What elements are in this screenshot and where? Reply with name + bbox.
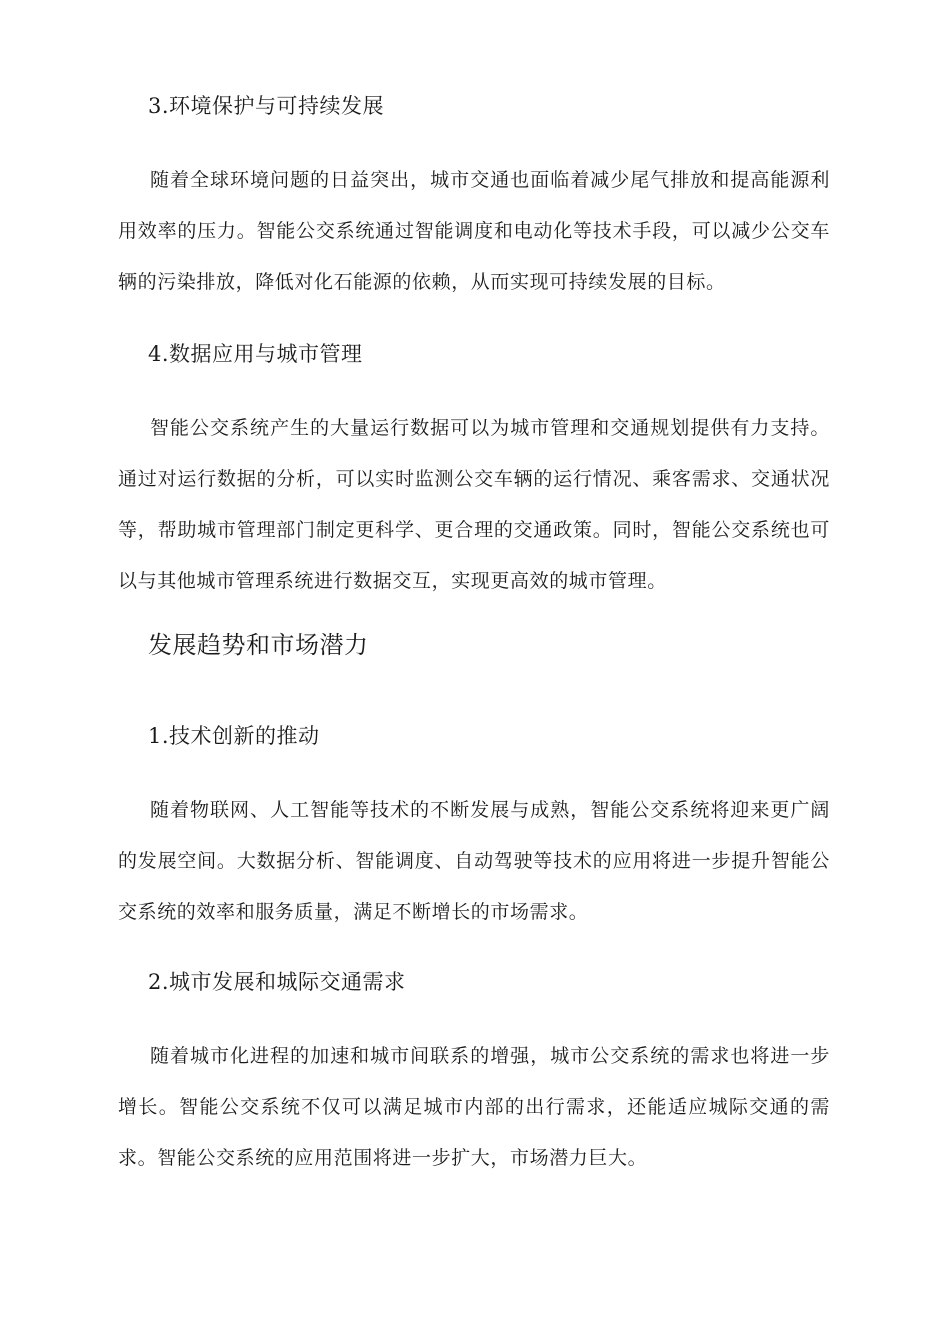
- heading-data-application: 4.数据应用与城市管理: [148, 342, 363, 366]
- paragraph-tech-innovation: 随着物联网、人工智能等技术的不断发展与成熟，智能公交系统将迎来更广阔的发展空间。大数据分析、智能调度、自动驾驶等技术的应用将进一步提升智能公交系统的效率和服务质量，满足不断增长的市场需求。: [118, 799, 830, 923]
- heading-environment: 3.环境保护与可持续发展: [148, 94, 385, 118]
- heading-city-development: 2.城市发展和城际交通需求: [148, 970, 406, 994]
- paragraph-city-development: 随着城市化进程的加速和城市间联系的增强，城市公交系统的需求也将进一步增长。智能公交系统不仅可以满足城市内部的出行需求，还能适应城际交通的需求。智能公交系统的应用范围将进一步扩大，市场潜力巨大。: [118, 1045, 830, 1169]
- paragraph-data-application: 智能公交系统产生的大量运行数据可以为城市管理和交通规划提供有力支持。通过对运行数据的分析，可以实时监测公交车辆的运行情况、乘客需求、交通状况等，帮助城市管理部门制定更科学、更合理的交通政策。同时，智能公交系统也可以与其他城市管理系统进行数据交互，实现更高效的城市管理。: [118, 417, 830, 592]
- paragraph-environment: 随着全球环境问题的日益突出，城市交通也面临着减少尾气排放和提高能源利用效率的压力。智能公交系统通过智能调度和电动化等技术手段，可以减少公交车辆的污染排放，降低对化石能源的依赖，从而实现可持续发展的目标。: [118, 169, 830, 293]
- heading-tech-innovation: 1.技术创新的推动: [148, 724, 320, 748]
- section-title-trends: 发展趋势和市场潜力: [148, 631, 369, 659]
